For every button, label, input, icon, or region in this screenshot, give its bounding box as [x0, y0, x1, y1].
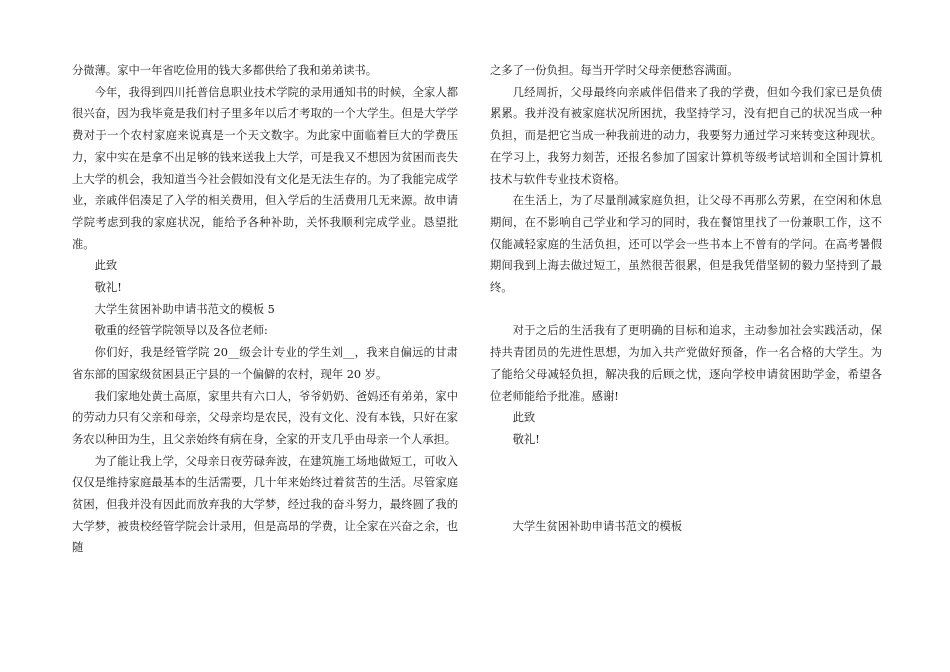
- paragraph: 几经周折，父母最终向亲戚伴侣借来了我的学费，但如今我们家已是负债累累。我并没有被家庭状况所困扰，我坚持学习，没有把自己的状况当成一种负担，而是把它当成一种我前进的动力，我要努力通过学习来转变这种现状。在学习上，我努力刻苦，还报名参加了国家计算机等级考试培训和全国计算机技术与软件专业技术资格。: [490, 85, 882, 186]
- letter-greeting: 敬重的经管学院领导以及各位老师:: [94, 324, 268, 338]
- paragraph: 你们好，我是经管学院 20__级会计专业的学生刘__，我来自偏远的甘肃省东部的国家级贫困县正宁县的一个偏僻的农村，现年 20 岁。: [72, 346, 458, 381]
- paragraph: 分微薄。家中一年省吃俭用的钱大多都供给了我和弟弟读书。: [72, 64, 378, 77]
- section-spacer: [490, 451, 882, 516]
- right-column: [490, 60, 882, 537]
- paragraph: 在生活上，为了尽量削减家庭负担，让父母不再那么劳累，在空闲和休息期间，在不影响自己学业和学习的同时，我在餐馆里找了一份兼职工作，这不仅能减轻家庭的生活负担，还可以学会一些书本上不曾有的学问。在高考暑假期间我到上海去做过短工，虽然很苦很累，但是我凭借坚韧的毅力坚持到了最终。: [490, 194, 882, 295]
- paragraph: 为了能让我上学，父母亲日夜劳碌奔波，在建筑施工场地做短工，可收入仅仅是维持家庭最基本的生活需要，几十年来始终过着贫苦的生活。尽管家庭贫困，但我并没有因此而放弃我的大学梦，经过我的奋斗努力，最终圆了我的大学梦，被贵校经管学院会计录用，但是高昂的学费，让全家在兴奋之余，也随: [72, 454, 458, 555]
- left-column: [72, 60, 458, 559]
- paragraph: 今年，我得到四川托普信息职业技术学院的录用通知书的时候，全家人都很兴奋，因为我毕竟是我们村子里多年以后才考取的一个大学生。但是大学学费对于一个农村家庭来说真是一个天文数字。为此家中面临着巨大的学费压力，家中实在是拿不出足够的钱来送我上大学，可是我又不想因为贫困而丧失上大学的机会，我知道当今社会假如没有文化是无法生存的。为了我能完成学业，亲戚伴侣凑足了入学的相关费用，但入学后的生活费用几无来源。故申请学院考虑到我的家庭状况，能给予各种补助，关怀我顺利完成学业。恳望批准。: [72, 85, 458, 251]
- closing-salutation: 此致: [512, 411, 536, 425]
- section-title: 大学生贫困补助申请书范文的模板: [512, 519, 683, 533]
- paragraph: 对于之后的生活我有了更明确的目标和追求，主动参加社会实践活动，保持共青团员的先进性思想，为加入共产党做好预备，作一名合格的大学生。为了能给父母减轻负担，解决我的后顾之忧，逐向学校申请贫困助学金，希望各位老师能给予批准。感谢!: [490, 324, 882, 403]
- closing-salutation: 此致: [94, 259, 118, 273]
- section-title: 大学生贫困补助申请书范文的模板 5: [94, 302, 275, 316]
- paragraph: 之多了一份负担。每当开学时父母亲便愁容满面。: [490, 64, 739, 77]
- closing-regards: 敬礼!: [94, 281, 122, 295]
- paragraph-spacer: [490, 299, 882, 321]
- closing-regards: 敬礼!: [512, 432, 540, 446]
- paragraph: 我们家地处黄土高原，家里共有六口人，爷爷奶奶、爸妈还有弟弟，家中的劳动力只有父亲和母亲，父母亲均是农民，没有文化、没有本钱，只好在家务农以种田为生，且父亲始终有病在身，全家的开支几乎由母亲一个人承担。: [72, 389, 458, 446]
